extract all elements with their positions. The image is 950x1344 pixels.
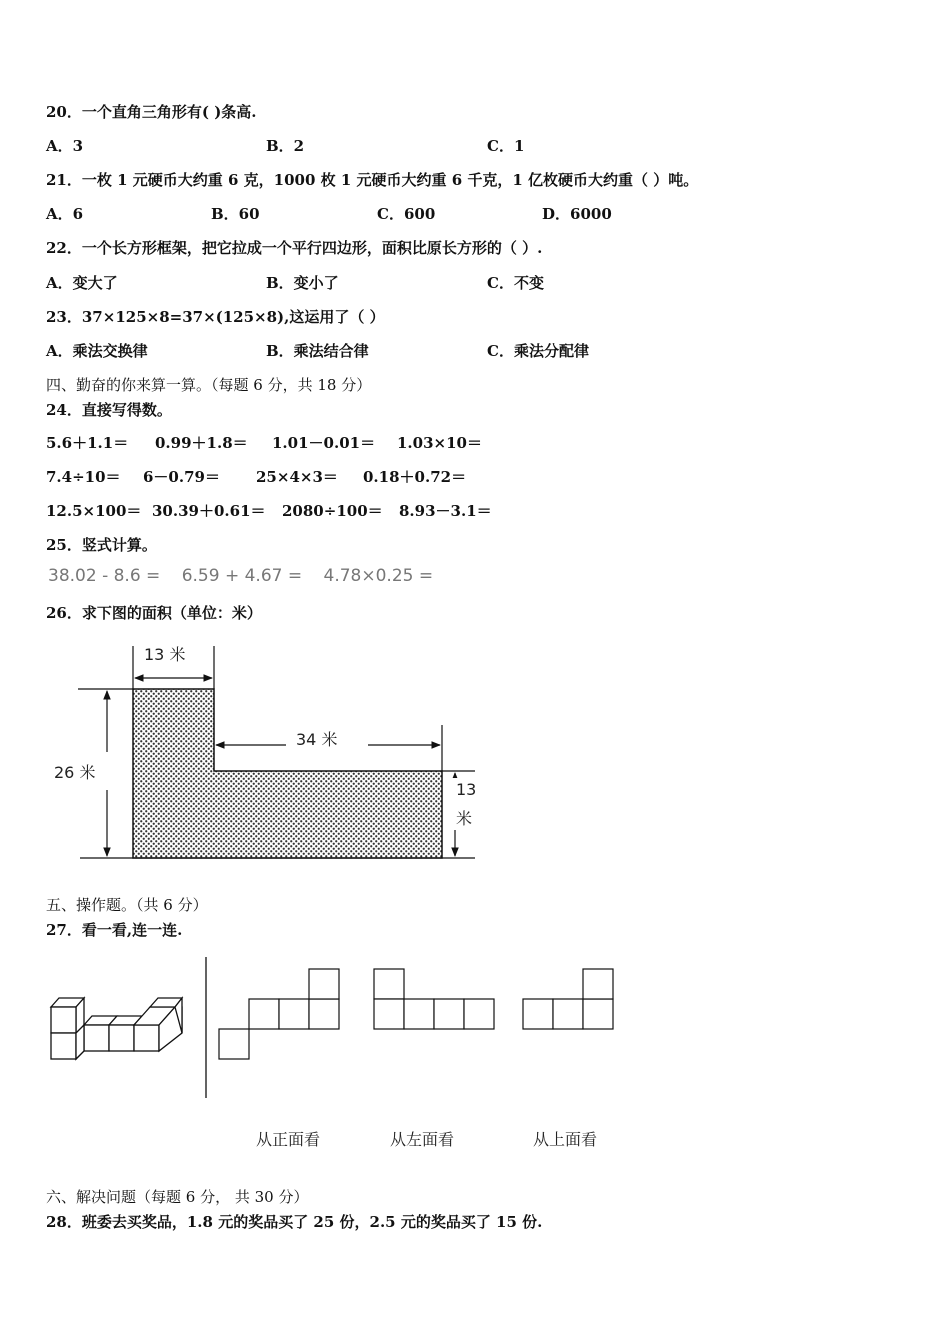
left-height-label: 26 米 (54, 763, 96, 782)
q21-option-d: D．6000 (542, 205, 612, 223)
question-24-stem: 24．直接写得数。 (46, 401, 172, 419)
view-c (523, 969, 613, 1029)
top-width-label: 13 米 (144, 645, 186, 664)
q20-option-c: C．1 (487, 137, 525, 155)
q24-item: 2080÷100＝ (282, 502, 383, 520)
q21-option-a: A．6 (46, 205, 84, 223)
q24-item: 7.4÷10＝ (46, 468, 121, 486)
question-25-stem: 25．竖式计算。 (46, 536, 157, 554)
q22-option-a: A．变大了 (46, 274, 118, 292)
q21-option-b: B．60 (211, 205, 260, 223)
q24-item: 5.6＋1.1＝ (46, 434, 129, 452)
q25-item: 38.02 - 8.6 = (48, 566, 161, 586)
q25-item: 4.78×0.25 = (323, 566, 434, 586)
caption-front-view: 从正面看 (256, 1130, 321, 1149)
inner-width-label: 34 米 (296, 730, 338, 749)
q22-option-b: B．变小了 (266, 274, 339, 292)
section-6-heading: 六、解决问题（每题 6 分， 共 30 分） (46, 1188, 309, 1206)
q20-option-b: B．2 (266, 137, 305, 155)
view-a (219, 969, 339, 1059)
q23-option-c: C．乘法分配律 (487, 342, 589, 360)
question-21-stem: 21．一枚 1 元硬币大约重 6 克，1000 枚 1 元硬币大约重 6 千克，1 亿枚硬币大约重（ ）吨。 (46, 171, 699, 189)
question-23-stem: 23．37×125×8=37×(125×8),这运用了（ ） (46, 308, 385, 326)
q24-item: 1.03×10＝ (397, 434, 482, 452)
q24-item: 30.39＋0.61＝ (152, 502, 266, 520)
question-26-stem: 26．求下图的面积（单位：米） (46, 604, 262, 622)
view-b (374, 969, 494, 1029)
q24-item: 0.99＋1.8＝ (155, 434, 248, 452)
isometric-cube-model (51, 998, 182, 1059)
caption-top-view: 从上面看 (533, 1130, 598, 1149)
q20-option-a: A．3 (46, 137, 84, 155)
q24-item: 8.93－3.1＝ (399, 502, 492, 520)
section-5-heading: 五、操作题。（共 6 分） (46, 896, 208, 914)
q24-item: 25×4×3＝ (256, 468, 338, 486)
q24-item: 1.01－0.01＝ (272, 434, 376, 452)
question-27-stem: 27．看一看,连一连. (46, 921, 183, 939)
q23-option-a: A．乘法交换律 (46, 342, 148, 360)
section-4-heading: 四、勤奋的你来算一算。（每题 6 分，共 18 分） (46, 376, 372, 394)
q25-item: 6.59 + 4.67 = (181, 566, 303, 586)
right-height-unit: 米 (456, 809, 473, 828)
q24-item: 0.18＋0.72＝ (363, 468, 467, 486)
question-20-stem: 20．一个直角三角形有( )条高. (46, 103, 257, 121)
q21-option-c: C．600 (377, 205, 436, 223)
q23-option-b: B．乘法结合律 (266, 342, 369, 360)
q22-option-c: C．不变 (487, 274, 544, 292)
question-22-stem: 22．一个长方形框架，把它拉成一个平行四边形，面积比原长方形的（ ）. (46, 239, 543, 257)
q24-item: 6－0.79＝ (143, 468, 220, 486)
question-28-stem: 28．班委去买奖品，1.8 元的奖品买了 25 份，2.5 元的奖品买了 15 份. (46, 1213, 543, 1231)
right-height-number: 13 (456, 780, 477, 799)
caption-left-view: 从左面看 (390, 1130, 455, 1149)
q24-item: 12.5×100＝ (46, 502, 142, 520)
